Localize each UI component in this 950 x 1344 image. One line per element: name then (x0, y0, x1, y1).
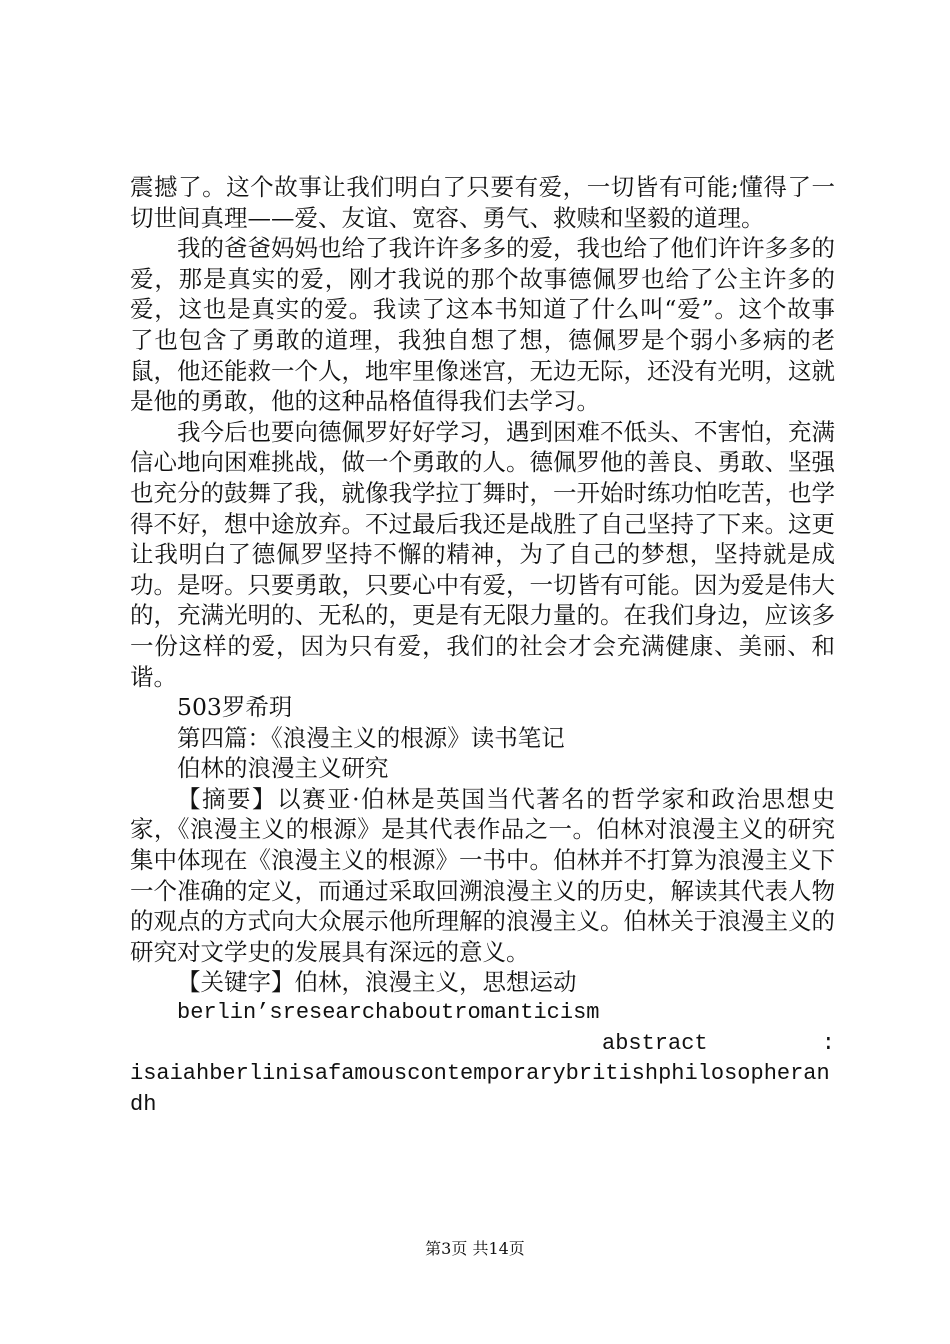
section-heading: 第四篇：《浪漫主义的根源》读书笔记 (177, 723, 565, 752)
english-abstract-text: isaiahberlinisafamouscontemporarybritishphilosopherandh (130, 1061, 830, 1117)
page-footer: 第3页 共14页 (425, 1239, 525, 1258)
abstract-paragraph: 【摘要】以赛亚·伯林是英国当代著名的哲学家和政治思想史家，《浪漫主义的根源》是其代表作品之一。伯林对浪漫主义的研究集中体现在《浪漫主义的根源》一书中。伯林并不打算为浪漫主义下一个准确的定义，而通过采取回溯浪漫主义的历史，解读其代表人物的观点的方式向大众展示他所理解的浪漫主义。伯林关于浪漫主义的研究对文学史的发展具有深远的意义。 (130, 784, 835, 966)
paragraph-learn-from-despereaux: 我今后也要向德佩罗好好学习，遇到困难不低头、不害怕，充满信心地向困难挑战，做一个勇敢的人。德佩罗他的善良、勇敢、坚强也充分的鼓舞了我，就像我学拉丁舞时，一开始时练功怕吃苦，也学得不好，想中途放弃。不过最后我还是战胜了自己坚持了下来。这更让我明白了德佩罗坚持不懈的精神，为了自己的梦想，坚持就是成功。是呀。只要勇敢，只要心中有爱，一切皆有可能。因为爱是伟大的，充满光明的、无私的，更是有无限力量的。在我们身边，应该多一份这样的爱，因为只有爱，我们的社会才会充满健康、美丽、和谐。 (130, 417, 835, 691)
english-abstract-label-line (130, 1029, 835, 1060)
abstract-colon: : (821, 1030, 835, 1056)
paragraph-parents-love: 我的爸爸妈妈也给了我许许多多的爱，我也给了他们许许多多的爱，那是真实的爱，刚才我说的那个故事德佩罗也给了公主许多的爱，这也是真实的爱。我读了这本书知道了什么叫“爱”。这个故事了也包含了勇敢的道理，我独自想了想，德佩罗是个弱小多病的老鼠，他还能救一个人，地牢里像迷宫，无边无际，还没有光明，这就是他的勇敢，他的这种品格值得我们去学习。 (130, 234, 835, 416)
english-title: berlin’sresearchaboutromanticism (177, 1000, 600, 1026)
keywords-line: 【关键字】伯林，浪漫主义，思想运动 (177, 968, 577, 997)
paragraph-continuation: 震撼了。这个故事让我们明白了只要有爱，一切皆有可能;懂得了一切世间真理——爱、友谊、宽容、勇气、救赎和坚毅的道理。 (130, 173, 835, 232)
author-signature: 503罗希玥 (177, 693, 293, 722)
abstract-label: abstract (602, 1030, 708, 1056)
article-title: 伯林的浪漫主义研究 (177, 754, 389, 783)
body-text (130, 172, 835, 1120)
